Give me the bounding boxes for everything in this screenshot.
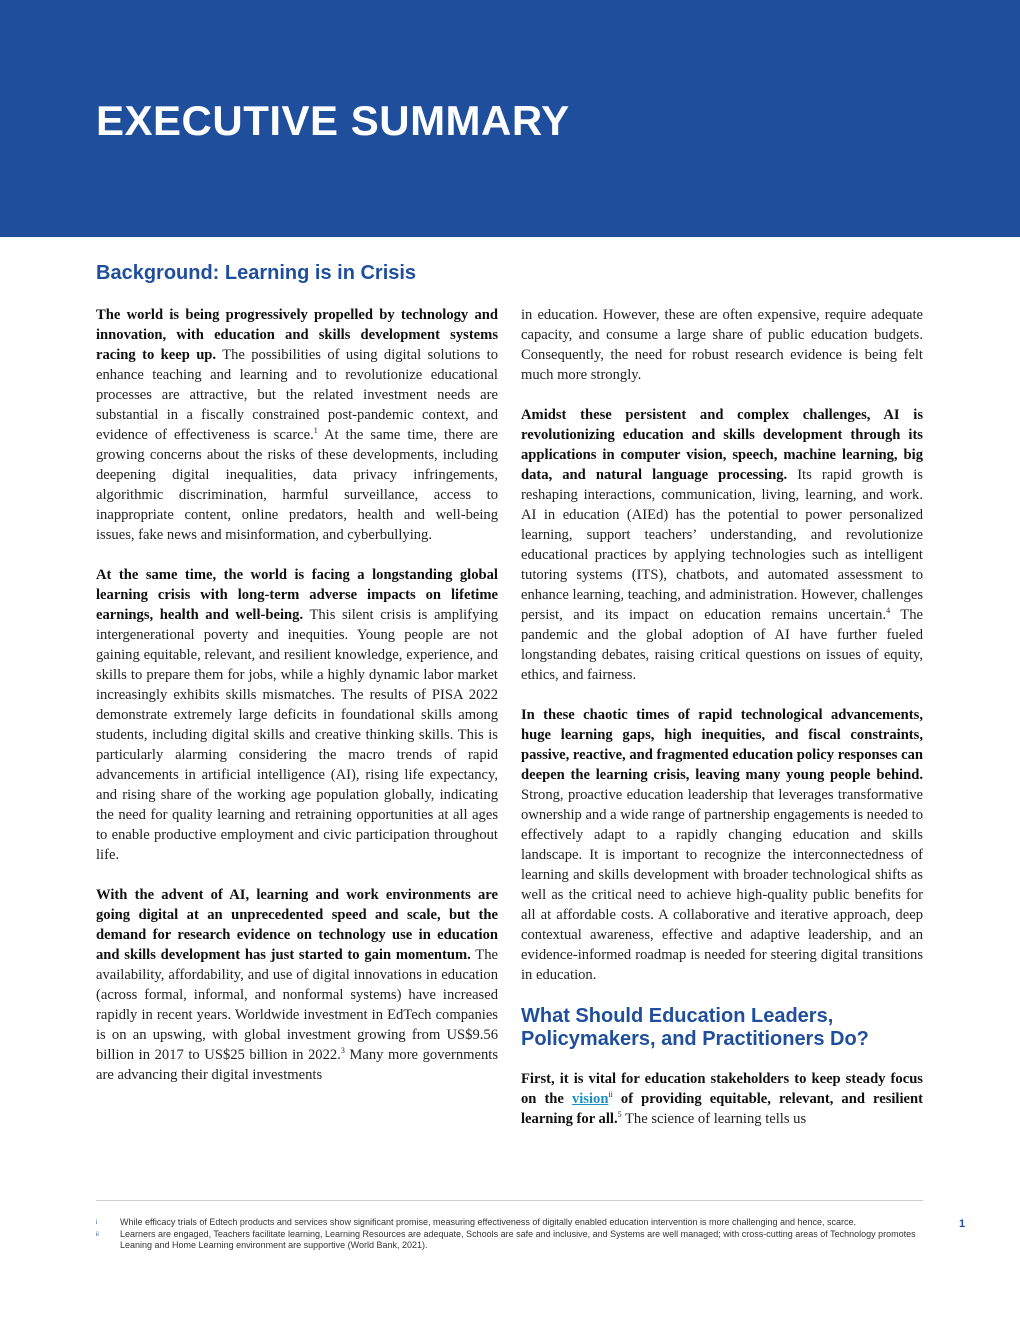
paragraph-lead: With the advent of AI, learning and work environments are going digital at an unprecedented speed and scale, but the demand for research evidence on technology use in education and skills development has just started to gain momentum. (96, 887, 498, 963)
paragraph (96, 305, 498, 545)
footnote (96, 1229, 924, 1251)
paragraph-text: The science of learning tells us (621, 1111, 807, 1127)
paragraph-text: Its rapid growth is reshaping interactions, communication, living, learning, and work. AI in education (AIEd) has the potential to power personalized learning, support teachers’ understanding, and revolutionize educational practices by applying technologies such as intelligent tutoring systems (ITS), chatbots, and automated assessment to enhance learning, teaching, and administration. However, challenges persist, and its impact on education remains uncertain. (521, 467, 923, 623)
footnote-text: Learners are engaged, Teachers facilitate learning, Learning Resources are adequate, Schools are safe and inclusive, and Systems are well managed; with cross-cutting areas of Technology promotes Leaning and Home Learning environment are supportive (World Bank, 2021). (120, 1229, 916, 1250)
paragraph-text: Many more governments are advancing their digital investments (96, 1047, 498, 1083)
paragraph-lead: Amidst these persistent and complex challenges, AI is revolutionizing education and skills development through its applications in computer vision, speech, machine learning, big data, and natural language processing. (521, 407, 923, 483)
header-banner (0, 0, 1020, 237)
paragraph-text: The availability, affordability, and use of digital innovations in education (across formal, informal, and nonformal systems) have increased rapidly in recent years. Worldwide investment in EdTech companies is on an upswing, with global investment growing from US$9.56 billion in 2017 to US$25 billion in 2022. (96, 947, 498, 1063)
paragraph (521, 705, 923, 985)
left-column (96, 305, 498, 1085)
endnote-ref[interactable]: 3 (340, 1046, 345, 1056)
paragraph-text: This silent crisis is amplifying intergenerational poverty and inequities. Young people are not gaining equitable, relevant, and resilient knowledge, experience, and skills to prepare them for jobs, while a highly dynamic labor market increasingly exhibits skills mismatches. The results of PISA 2022 demonstrate extremely large deficits in foundational skills among students, including digital skills and creative thinking skills. This is particularly alarming considering the macro trends of rapid advancements in artificial intelligence (AI), rising life expectancy, and rising share of the working age population globally, indicating the need for quality learning and retraining opportunities at all ages to enable productive employment and civic participation throughout life. (96, 607, 498, 863)
endnote-ref[interactable]: 4 (886, 606, 891, 616)
vision-link[interactable]: vision (571, 1091, 609, 1107)
paragraph (96, 885, 498, 1085)
paragraph-lead: The world is being progressively propelled by technology and innovation, with education and skills development systems racing to keep up. (96, 307, 498, 363)
subsection-heading: What Should Education Leaders, Policymakers, and Practitioners Do? (521, 1005, 869, 1050)
paragraph-lead: First, it is vital for education stakeholders to keep steady focus on the (521, 1071, 923, 1107)
footnotes (96, 1217, 924, 1251)
paragraph-lead: In these chaotic times of rapid technological advancements, huge learning gaps, high inequities, and fiscal constraints, passive, reactive, and fragmented education policy responses can deepen the learning crisis, leaving many young people behind. (521, 707, 923, 783)
paragraph-text: The possibilities of using digital solutions to enhance teaching and learning and to revolutionize educational processes are attractive, but the related investment needs are substantial in a fiscally constrained post-pandemic context, and evidence of effectiveness is scarce. (96, 347, 498, 443)
paragraph: in education. However, these are often expensive, require adequate capacity, and consume a large share of public education budgets. Consequently, the need for robust research evidence is being felt much more strongly. (521, 307, 923, 383)
paragraph-text: The pandemic and the global adoption of AI have further fueled longstanding debates, raising critical questions on issues of equity, ethics, and fairness. (521, 607, 923, 683)
paragraph-text: Strong, proactive education leadership that leverages transformative ownership and a wide range of partnership engagements is needed to effectively adapt to a rapidly changing education and skills landscape. It is important to recognize the interconnectedness of learning and skills development with broader technological shifts as well as the critical need to achieve high-quality public benefits for all at affordable costs. A collaborative and iterative approach, deep contextual awareness, effective and adaptive leadership, and an evidence-informed roadmap is needed for steering digital transitions in education. (521, 787, 924, 983)
footnote (96, 1217, 924, 1229)
paragraph (96, 565, 498, 865)
page-title: EXECUTIVE SUMMARY (96, 97, 570, 144)
paragraph-lead: of providing equitable, relevant, and resilient learning for all. (521, 1091, 923, 1127)
section-title: Background: Learning is in Crisis (96, 262, 417, 284)
footnote-ref[interactable]: ii (608, 1090, 613, 1100)
paragraph-text: At the same time, there are growing concerns about the risks of these developments, including deepening digital inequalities, data privacy infringements, algorithmic discrimination, harmful surveillance, access to inappropriate content, online predators, health and well-being issues, fake news and misinformation, and cyberbullying. (96, 427, 498, 543)
footnote-mark: ii (96, 1232, 99, 1238)
footnote-divider (96, 1200, 923, 1201)
footnote-mark: i (96, 1220, 98, 1226)
page-number: 1 (959, 1218, 966, 1230)
endnote-ref[interactable]: 5 (617, 1110, 622, 1120)
paragraph-lead: At the same time, the world is facing a longstanding global learning crisis with long-term adverse impacts on lifetime earnings, health and well-being. (96, 567, 498, 623)
footnote-text: While efficacy trials of Edtech products and services show significant promise, measuring effectiveness of digitally enabled education intervention is more challenging and hence, scarce. (120, 1217, 857, 1227)
paragraph (521, 1069, 923, 1129)
endnote-ref[interactable]: 1 (313, 426, 318, 436)
paragraph (521, 405, 923, 685)
right-column (521, 305, 923, 1129)
